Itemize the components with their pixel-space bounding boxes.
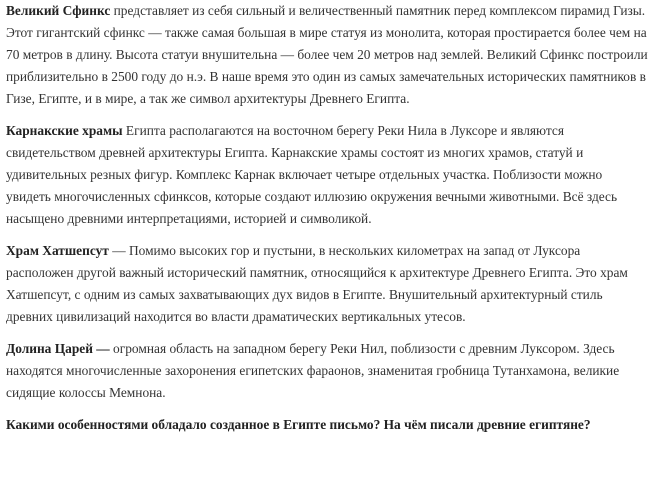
term-sphinx: Великий Сфинкс <box>6 3 111 18</box>
text-hatshepsut: — Помимо высоких гор и пустыни, в нескольких километрах на запад от Луксора расположен другой важный исторический памятник, относящийся к архитектуре Древнего Египта. Это храм Хатшепсут, с одним из самых захватывающих дух видов в Египте. Внушительный архитектурный стиль древних цивилизаций находится во власти драматических вертикальных утесов. <box>6 243 628 324</box>
term-hatshepsut: Храм Хатшепсут <box>6 243 109 258</box>
paragraph-sphinx <box>6 0 648 110</box>
paragraph-karnak <box>6 120 648 230</box>
term-valley-of-kings: Долина Царей — <box>6 341 110 356</box>
section-question-heading: Какими особенностями обладало созданное в Египте письмо? На чём писали древние египтяне? <box>6 417 591 432</box>
text-karnak: Египта располагаются на восточном берегу Реки Нила в Луксоре и являются свидетельством древней архитектуры Египта. Карнакские храмы состоят из многих храмов, статуй и удивительных резных фигур. Комплекс Карнак включает четыре отдельных участка. Поблизости можно увидеть многочисленных сфинксов, которые создают иллюзию окружения вечными животными. Всё здесь насыщено древними интерпретациями, историей и символикой. <box>6 123 618 226</box>
text-valley-of-kings: огромная область на западном берегу Реки Нил, поблизости с древним Луксором. Здесь находятся многочисленные захоронения египетских фараонов, знаменитая гробница Тутанхамона, великие сидящие колоссы Мемнона. <box>6 341 620 400</box>
article-body <box>6 0 648 436</box>
term-karnak: Карнакские храмы <box>6 123 123 138</box>
paragraph-hatshepsut <box>6 240 648 328</box>
text-sphinx: представляет из себя сильный и величественный памятник перед комплексом пирамид Гизы. Этот гигантский сфинкс — также самая большая в мире статуя из монолита, которая простирается более чем на 70 метров в длину. Высота статуи внушительна — более чем 20 метров над землей. Великий Сфинкс построили приблизительно в 2500 году до н.э. В наше время это один из самых замечательных исторических памятников в Гизе, Египте, и в мире, а так же символ архитектуры Древнего Египта. <box>6 3 648 106</box>
paragraph-valley-of-kings <box>6 338 648 404</box>
